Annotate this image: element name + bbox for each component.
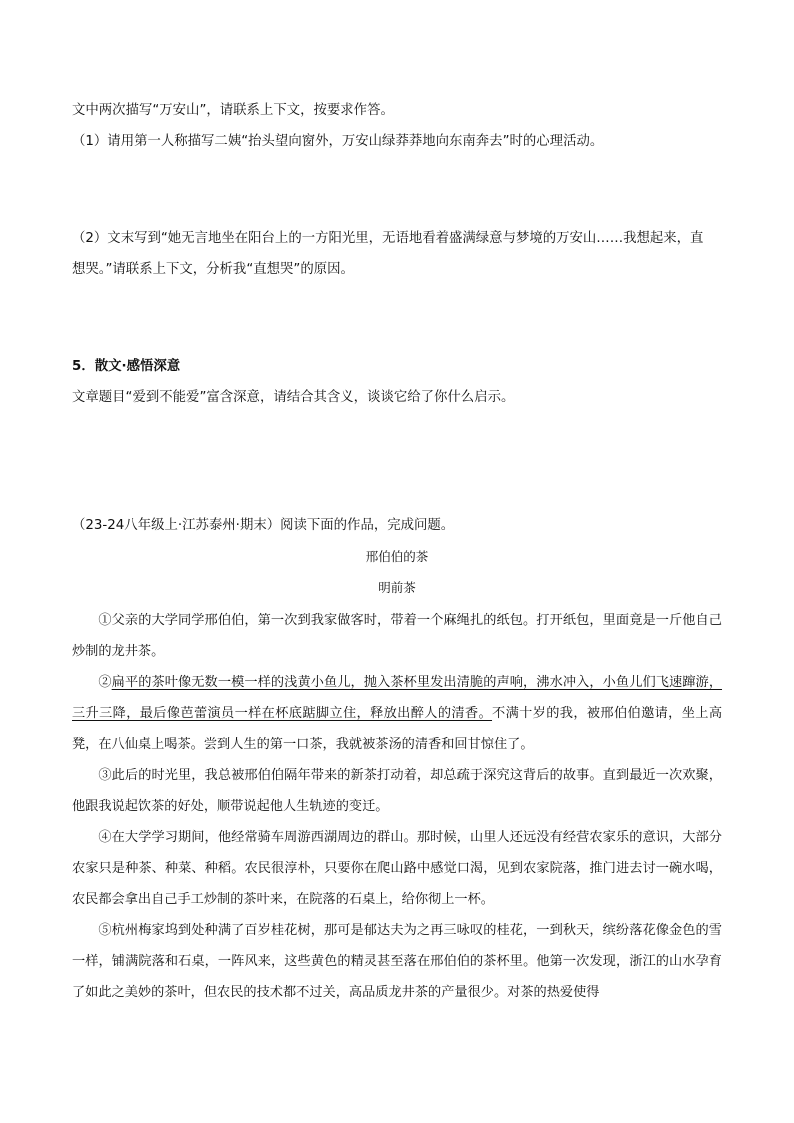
paragraph-2-number: ②	[98, 675, 112, 690]
q4-sub2-line2: 想哭。”请联系上下文，分析我“直想哭”的原因。	[72, 262, 354, 277]
paragraph-5: ⑤杭州梅家坞到处种满了百岁桂花树，那可是郁达夫为之再三咏叹的桂花，一到秋天，缤纷落花像金色的雪一样，铺满院落和石桌，一阵风来，这些黄色的精灵甚至落在邢伯伯的茶杯里。他第一次发现，浙江的山水孕育了如此之美妙的茶叶，但农民的技术都不过关，高品质龙井茶的产量很少。对茶的热爱使得	[72, 923, 722, 1000]
paragraph-2-rest: 不满十岁的我，被邢伯伯邀请，坐上高凳，在八仙桌上喝茶。尝到人生的第一口茶，我就被茶汤的清香和回甘惊住了。	[72, 706, 723, 752]
reading-source: （23-24八年级上·江苏泰州·期末）阅读下面的作品，完成问题。	[72, 518, 455, 533]
q4-intro: 文中两次描写“万安山”，请联系上下文，按要求作答。	[72, 103, 394, 118]
paragraph-4: ④在大学学习期间，他经常骑车周游西湖周边的群山。那时候，山里人还远没有经营农家乐的意识，大部分农家只是种茶、种菜、种稻。农民很淳朴，只要你在爬山路中感觉口渴，见到农家院落，推门进去讨一碗水喝，农民都会拿出自己手工炒制的茶叶来，在院落的石桌上，给你彻上一杯。	[72, 830, 722, 907]
article-title: 邢伯伯的茶	[365, 549, 429, 564]
q4-sub2-line1: （2）文末写到“她无言地坐在阳台上的一方阳光里，无语地看着盛满绿意与梦境的万安山……我想起来，直	[72, 231, 704, 246]
paragraph-2-underlined: 扁平的茶叶像无数一模一样的浅黄小鱼儿，抛入茶杯里发出清脆的声响，沸水冲入，小鱼儿们飞速蹿游，三升三降，最后像芭蕾演员一样在杯底踮脚立住，释放出醉人的清香。	[72, 675, 723, 721]
q5-text: 文章题目“爱到不能爱”富含深意，请结合其含义，谈谈它给了你什么启示。	[72, 390, 515, 405]
q5-heading: 5．散文·感悟深意	[72, 359, 181, 374]
paragraph-3: ③此后的时光里，我总被邢伯伯隔年带来的新茶打动着，却总疏于深究这背后的故事。直到最近一次欢聚，他跟我说起饮茶的好处，顺带说起他人生轨迹的变迁。	[72, 768, 722, 814]
q4-sub1: （1）请用第一人称描写二姨“抬头望向窗外，万安山绿莽莽地向东南奔去”时的心理活动。	[72, 134, 604, 149]
paragraph-1: ①父亲的大学同学邢伯伯，第一次到我家做客时，带着一个麻绳扎的纸包。打开纸包，里面竟是一斤他自己炒制的龙井茶。	[72, 613, 722, 659]
paragraph-2	[72, 667, 722, 760]
article-author: 明前茶	[378, 580, 416, 595]
